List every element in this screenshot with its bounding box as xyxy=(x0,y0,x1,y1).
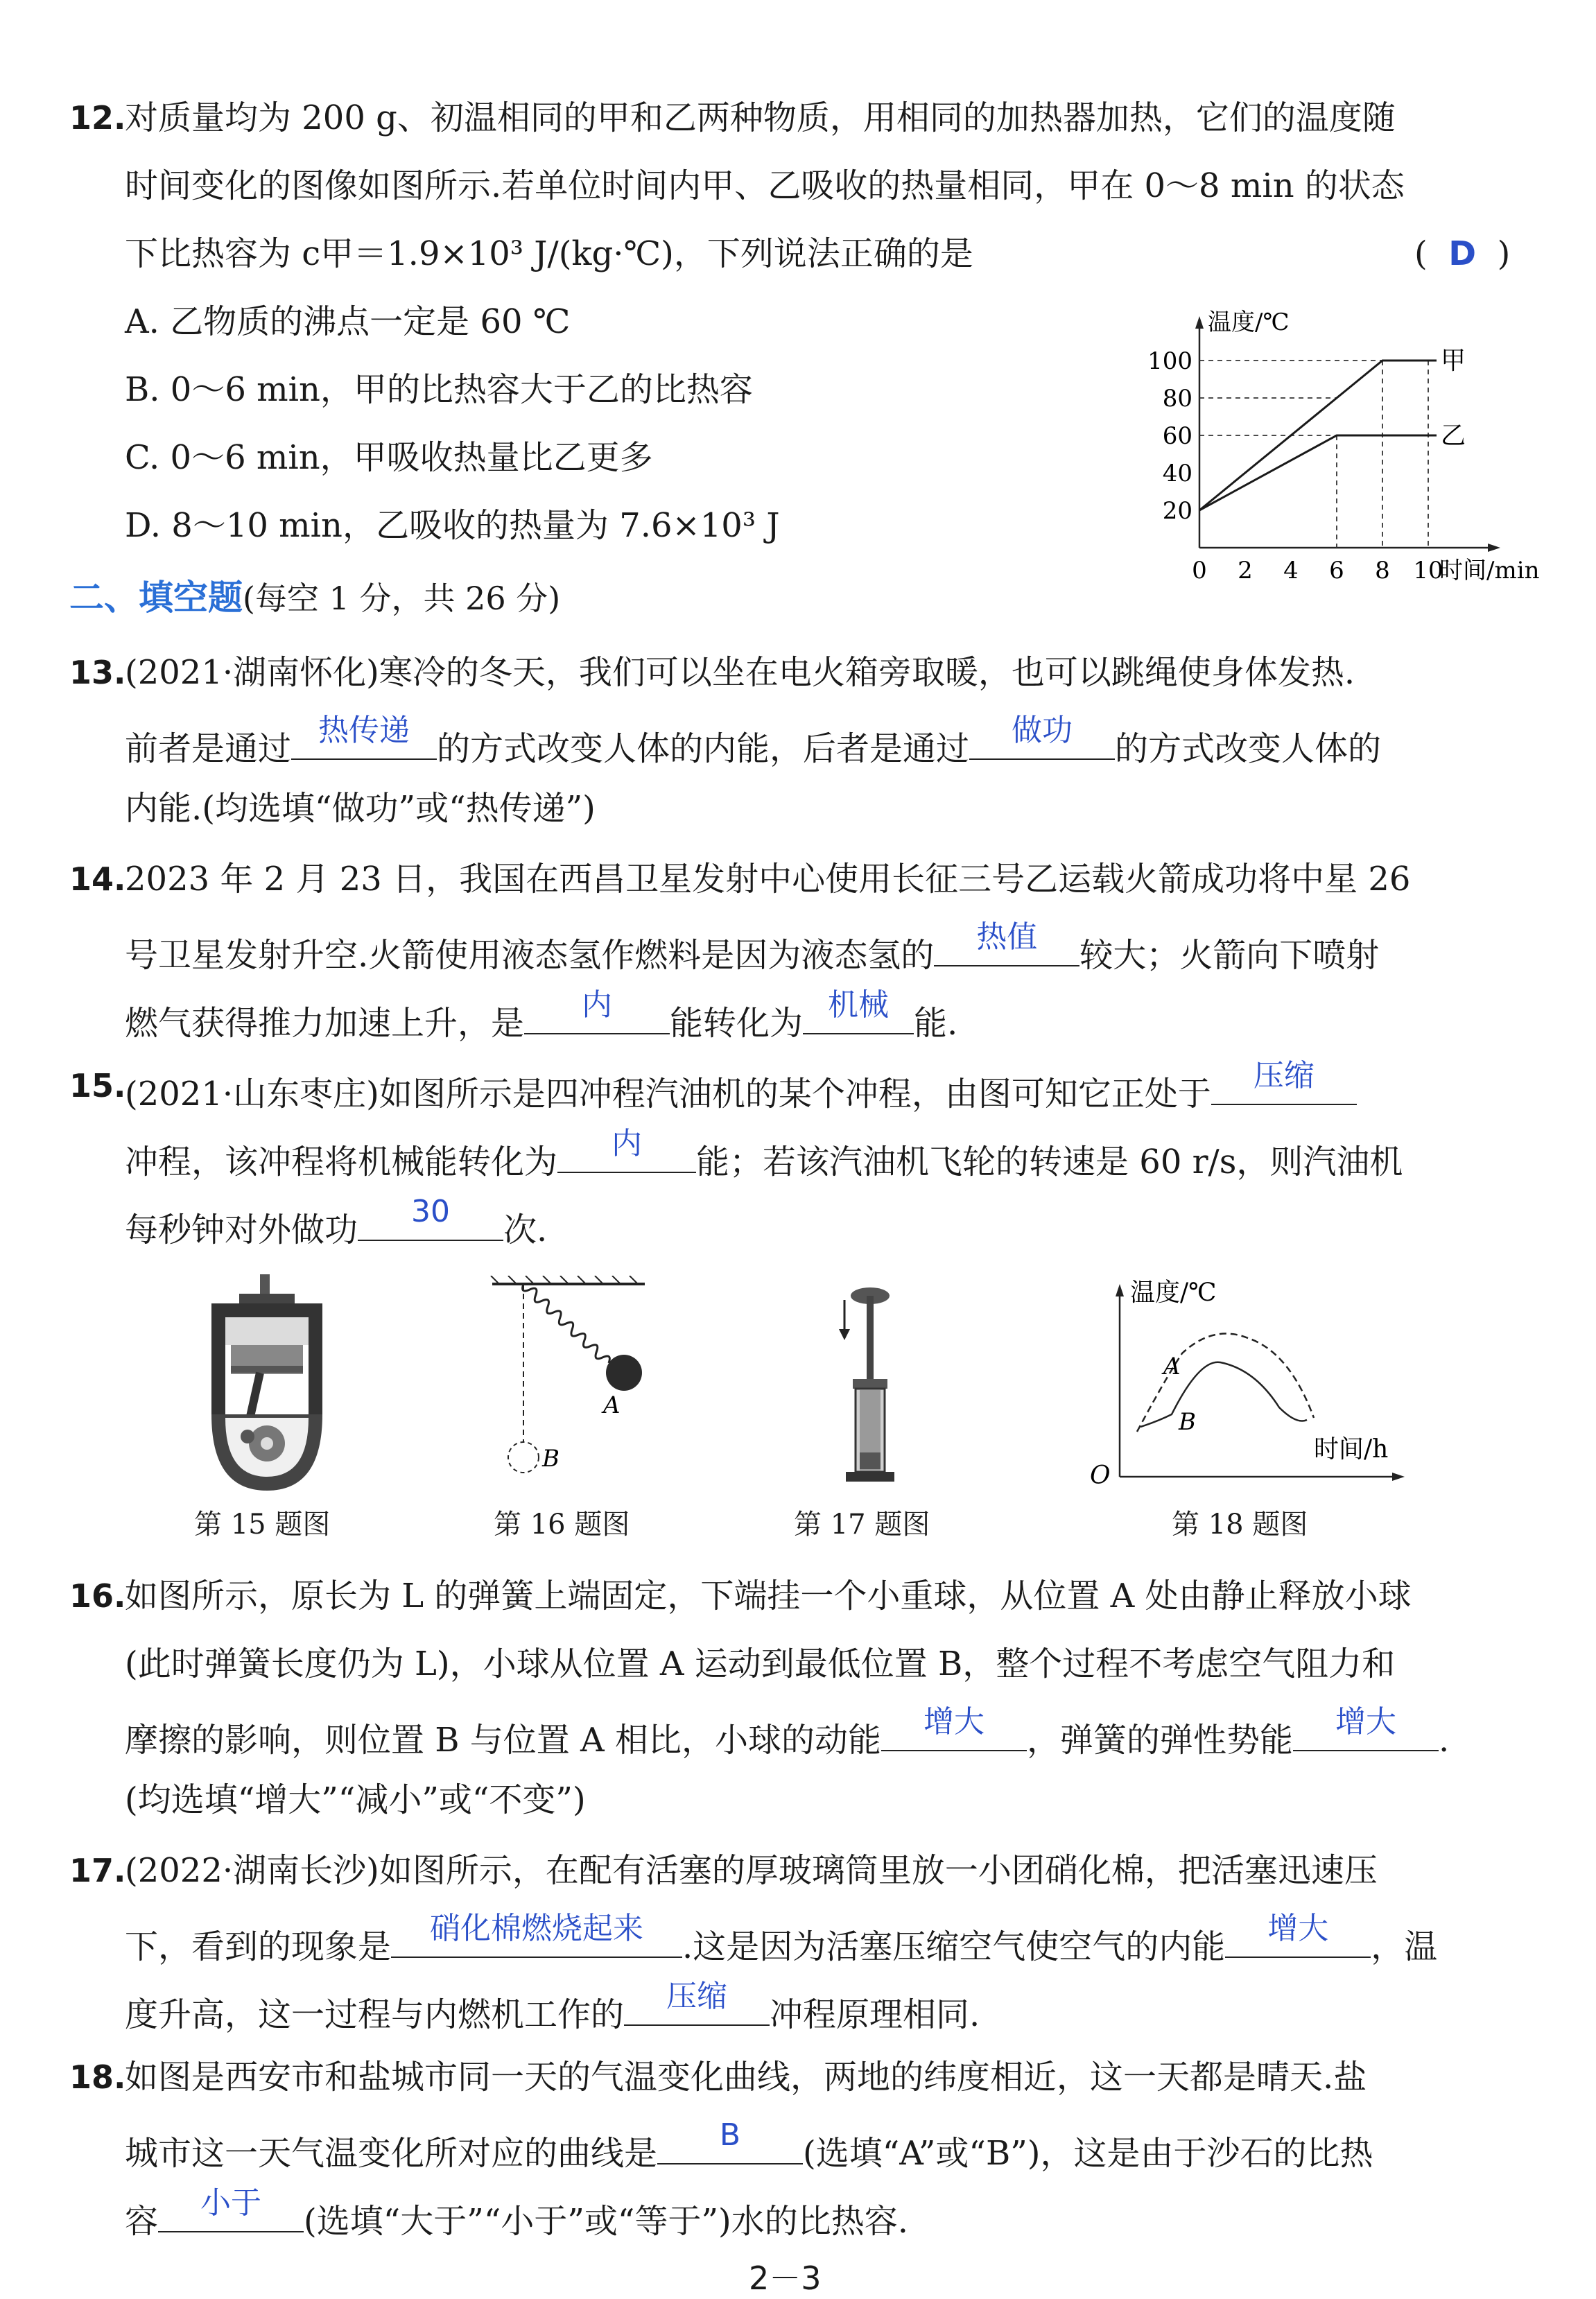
q13-blank2: 做功 xyxy=(969,720,1115,760)
section-2-note: (每空 1 分，共 26 分) xyxy=(243,580,561,617)
figure-18-curve-a xyxy=(1137,1334,1314,1432)
chart-x-tick-label: 8 xyxy=(1375,557,1390,584)
figure-16-caption: 第 16 题图 xyxy=(494,1509,630,1541)
figure-16-label-b: B xyxy=(542,1445,560,1473)
q18-blank2: 小于 xyxy=(158,2192,304,2232)
q12-stem-line3: 下比热容为 c甲＝1.9×10³ J/(kg·℃)，下列说法正确的是 xyxy=(125,234,973,273)
q17-blank2: 增大 xyxy=(1225,1918,1371,1958)
chart-x-tick-label: 10 xyxy=(1413,557,1443,584)
chart-x-label: 时间/min xyxy=(1439,557,1540,584)
q15-blank3: 30 xyxy=(358,1201,503,1241)
question-number-16: 16. xyxy=(69,1577,126,1615)
q15-line1: (2021·山东枣庄)如图所示是四冲程汽油机的某个冲程，由图可知它正处于 压缩 xyxy=(125,1065,1357,1115)
q17-blank3: 压缩 xyxy=(624,1986,770,2026)
q13-line2: 前者是通过 热传递 的方式改变人体的内能，后者是通过 做功 的方式改变人体的 xyxy=(125,713,1382,768)
q12-option-d: D. 8～10 min，乙吸收的热量为 7.6×10³ J xyxy=(125,506,780,545)
q12-stem-line1: 对质量均为 200 g、初温相同的甲和乙两种物质，用相同的加热器加热，它们的温度随 xyxy=(125,98,1396,137)
question-number-15: 15. xyxy=(69,1067,126,1104)
figure-18-temperature-curves xyxy=(1082,1276,1414,1498)
chart-x-tick-label: 4 xyxy=(1283,557,1299,584)
figure-15-engine-diagram xyxy=(198,1269,336,1498)
question-number-18: 18. xyxy=(69,2058,126,2096)
q14-blank1: 热值 xyxy=(934,926,1079,966)
q16-line2: (此时弹簧长度仍为 L)，小球从位置 A 运动到最低位置 B，整个过程不考虑空气阻力和 xyxy=(125,1645,1396,1683)
figure-18-origin: O xyxy=(1090,1461,1111,1490)
q12-option-a: A. 乙物质的沸点一定是 60 ℃ xyxy=(125,302,571,341)
chart-y-tick-label: 20 xyxy=(1162,497,1192,525)
figure-18-label-b: B xyxy=(1179,1408,1196,1436)
chart-y-tick-label: 60 xyxy=(1162,422,1192,450)
chart-y-tick-label: 100 xyxy=(1147,347,1192,375)
figure-18-xlabel: 时间/h xyxy=(1314,1435,1389,1464)
q16-blank2: 增大 xyxy=(1293,1711,1439,1751)
figure-18-ylabel: 温度/℃ xyxy=(1130,1278,1217,1307)
figure-17-caption: 第 17 题图 xyxy=(794,1509,930,1541)
q14-line3: 燃气获得推力加速上升，是 内 能转化为 机械 能. xyxy=(125,987,958,1043)
chart-x-axis-arrow xyxy=(1488,544,1500,552)
q14-line2: 号卫星发射升空.火箭使用液态氢作燃料是因为液态氢的 热值 较大；火箭向下喷射 xyxy=(125,919,1380,975)
chart-y-label: 温度/℃ xyxy=(1208,309,1290,336)
question-number-12: 12. xyxy=(69,99,126,137)
question-number-14: 14. xyxy=(69,860,126,898)
q12-option-c: C. 0～6 min，甲吸收热量比乙更多 xyxy=(125,438,653,477)
q12-answer: D xyxy=(1448,234,1477,273)
q14-blank3: 机械 xyxy=(803,994,914,1034)
q17-line3: 度升高，这一过程与内燃机工作的 压缩 冲程原理相同. xyxy=(125,1979,980,2034)
q15-blank1: 压缩 xyxy=(1211,1065,1357,1105)
q13-line1: (2021·湖南怀化)寒冷的冬天，我们可以坐在电火箱旁取暖，也可以跳绳使身体发热. xyxy=(125,653,1355,692)
figure-17-piston-tube xyxy=(832,1286,908,1494)
q18-blank1: B xyxy=(657,2124,803,2164)
chart-series-label: 甲 xyxy=(1441,347,1466,375)
figure-16-label-a: A xyxy=(603,1391,621,1419)
chart-series-label: 乙 xyxy=(1441,422,1466,450)
q14-line1: 2023 年 2 月 23 日，我国在西昌卫星发射中心使用长征三号乙运载火箭成功将中星 26 xyxy=(125,860,1411,899)
q16-line1: 如图所示，原长为 L 的弹簧上端固定，下端挂一个小重球，从位置 A 处由静止释放小球 xyxy=(125,1577,1412,1615)
page-number: 2－3 xyxy=(749,2259,822,2297)
chart-y-tick-label: 80 xyxy=(1162,385,1192,413)
question-number-13: 13. xyxy=(69,654,126,691)
figure-18-label-a: A xyxy=(1163,1353,1181,1380)
q12-stem-line2: 时间变化的图像如图所示.若单位时间内甲、乙吸收的热量相同，甲在 0～8 min 的状态 xyxy=(125,166,1405,205)
q15-line3: 每秒钟对外做功 30 次. xyxy=(125,1194,548,1249)
q17-blank1: 硝化棉燃烧起来 xyxy=(391,1918,682,1958)
q15-blank2: 内 xyxy=(557,1133,696,1173)
q13-line3: 内能.(均选填“做功”或“热传递”) xyxy=(125,789,596,828)
q16-blank1: 增大 xyxy=(881,1711,1027,1751)
section-2-heading: 二、填空题 xyxy=(69,578,243,618)
figure-18-caption: 第 18 题图 xyxy=(1172,1509,1308,1541)
q12-option-b: B. 0～6 min，甲的比热容大于乙的比热容 xyxy=(125,370,753,409)
q14-blank2: 内 xyxy=(524,994,670,1034)
figure-15-caption: 第 15 题图 xyxy=(194,1509,331,1541)
question-number-17: 17. xyxy=(69,1852,126,1889)
chart-series-line-yi xyxy=(1199,435,1428,510)
section-2-title xyxy=(69,577,560,619)
q12-temperature-chart xyxy=(1137,298,1553,589)
q16-line4: (均选填“增大”“减小”或“不变”) xyxy=(125,1780,586,1819)
chart-y-tick-label: 40 xyxy=(1162,460,1192,487)
q12-answer-paren: ( D ) xyxy=(1414,234,1511,273)
figure-16-spring-diagram xyxy=(485,1276,666,1491)
chart-x-tick-label: 0 xyxy=(1192,557,1207,584)
q18-line3: 容 小于 (选填“大于”“小于”或“等于”)水的比热容. xyxy=(125,2185,908,2241)
q18-line2: 城市这一天气温变化所对应的曲线是 B (选填“A”或“B”)，这是由于沙石的比热 xyxy=(125,2117,1373,2173)
q18-line1: 如图是西安市和盐城市同一天的气温变化曲线，两地的纬度相近，这一天都是晴天.盐 xyxy=(125,2058,1367,2097)
chart-y-axis-arrow xyxy=(1195,316,1204,329)
q16-line3: 摩擦的影响，则位置 B 与位置 A 相比，小球的动能 增大 ，弹簧的弹性势能 增大 . xyxy=(125,1704,1450,1760)
q15-line2: 冲程，该冲程将机械能转化为 内 能；若该汽油机飞轮的转速是 60 r/s，则汽油机 xyxy=(125,1126,1403,1181)
q17-line2: 下，看到的现象是 硝化棉燃烧起来 .这是因为活塞压缩空气使空气的内能 增大 ，温 xyxy=(125,1911,1438,1966)
chart-x-tick-label: 6 xyxy=(1329,557,1344,584)
q17-line1: (2022·湖南长沙)如图所示，在配有活塞的厚玻璃筒里放一小团硝化棉，把活塞迅速压 xyxy=(125,1851,1378,1890)
chart-x-tick-label: 2 xyxy=(1238,557,1253,584)
q13-blank1: 热传递 xyxy=(291,720,437,760)
